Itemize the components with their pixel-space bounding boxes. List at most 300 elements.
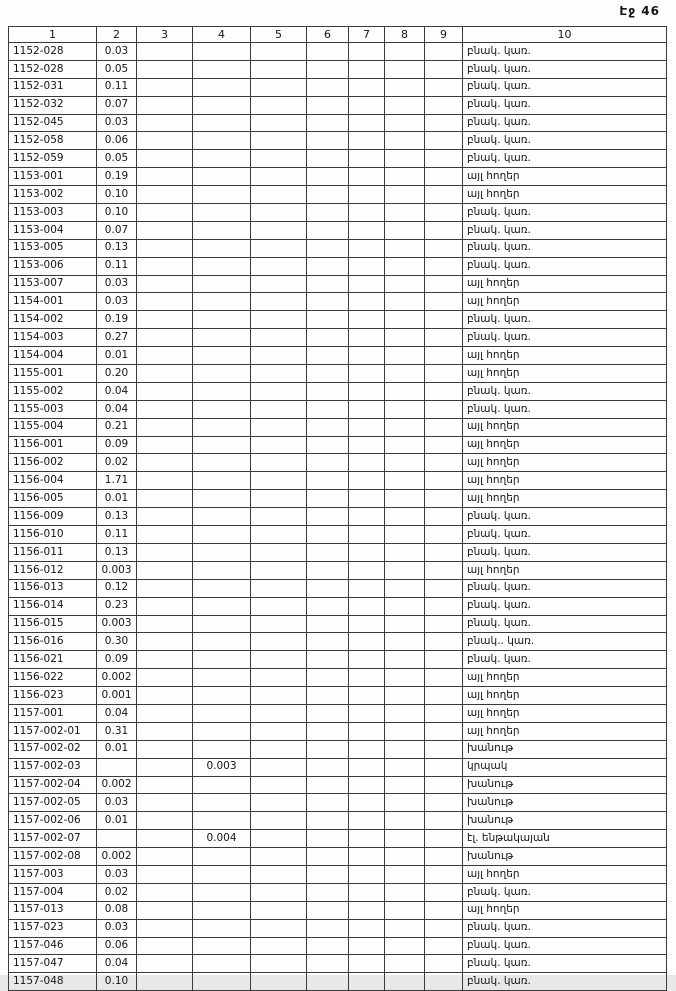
table-row — [9, 293, 667, 311]
header-row — [9, 27, 667, 43]
table-cell — [425, 722, 463, 740]
table-cell: 0.03 — [97, 43, 137, 61]
table-cell — [307, 365, 349, 383]
table-cell — [137, 561, 193, 579]
table-cell — [251, 543, 307, 561]
table-cell: այլ հողեր — [463, 669, 667, 687]
table-cell — [193, 239, 251, 257]
table-cell: խանութ — [463, 812, 667, 830]
table-cell — [251, 168, 307, 186]
table-cell — [193, 472, 251, 490]
table-cell — [385, 919, 425, 937]
table-cell — [425, 293, 463, 311]
table-cell — [349, 365, 385, 383]
table-cell — [137, 60, 193, 78]
table-cell: բնակ. կառ. — [463, 239, 667, 257]
table-row — [9, 490, 667, 508]
table-cell — [137, 43, 193, 61]
table-cell: բնակ. կառ. — [463, 955, 667, 973]
table-cell — [385, 400, 425, 418]
table-cell — [385, 651, 425, 669]
table-cell: 1156-012 — [9, 561, 97, 579]
table-cell — [385, 848, 425, 866]
table-cell — [425, 168, 463, 186]
table-cell: 0.04 — [97, 704, 137, 722]
table-cell — [349, 114, 385, 132]
table-cell — [193, 365, 251, 383]
table-cell — [307, 579, 349, 597]
table-cell — [193, 329, 251, 347]
table-cell — [425, 776, 463, 794]
table-cell — [307, 812, 349, 830]
table-cell — [137, 543, 193, 561]
table-cell — [307, 633, 349, 651]
table-cell — [251, 669, 307, 687]
table-cell: 0.001 — [97, 687, 137, 705]
table-cell — [137, 454, 193, 472]
table-cell — [251, 740, 307, 758]
table-row — [9, 311, 667, 329]
table-cell: խանութ — [463, 794, 667, 812]
table-cell — [193, 132, 251, 150]
table-cell — [251, 454, 307, 472]
table-cell — [137, 436, 193, 454]
table-cell — [385, 955, 425, 973]
table-cell — [307, 472, 349, 490]
table-cell — [137, 204, 193, 222]
table-cell: 0.06 — [97, 132, 137, 150]
table-row — [9, 132, 667, 150]
table-cell — [137, 472, 193, 490]
table-cell: այլ հողեր — [463, 490, 667, 508]
table-cell — [349, 382, 385, 400]
column-header: 9 — [425, 27, 463, 43]
table-cell: 0.19 — [97, 311, 137, 329]
table-cell — [307, 150, 349, 168]
table-cell: 0.30 — [97, 633, 137, 651]
table-cell: 1157-002-06 — [9, 812, 97, 830]
table-cell — [137, 794, 193, 812]
table-cell — [349, 830, 385, 848]
table-row — [9, 919, 667, 937]
table-cell — [137, 776, 193, 794]
table-cell — [251, 436, 307, 454]
table-cell — [137, 329, 193, 347]
table-cell — [425, 382, 463, 400]
table-cell — [385, 526, 425, 544]
table-cell: 1157-002-02 — [9, 740, 97, 758]
table-cell: 0.03 — [97, 865, 137, 883]
table-cell — [137, 239, 193, 257]
table-cell: այլ հողեր — [463, 722, 667, 740]
records-table — [8, 26, 667, 991]
column-header: 1 — [9, 27, 97, 43]
table-cell — [307, 436, 349, 454]
table-cell — [425, 669, 463, 687]
table-cell — [251, 508, 307, 526]
table-cell — [425, 937, 463, 955]
table-cell — [349, 883, 385, 901]
table-cell — [251, 186, 307, 204]
table-cell: 1156-023 — [9, 687, 97, 705]
table-row — [9, 722, 667, 740]
table-cell: այլ հողեր — [463, 365, 667, 383]
table-cell: 1153-006 — [9, 257, 97, 275]
table-cell — [385, 865, 425, 883]
table-cell — [307, 60, 349, 78]
table-cell — [193, 543, 251, 561]
table-cell: 0.01 — [97, 812, 137, 830]
table-cell — [425, 132, 463, 150]
table-cell — [251, 758, 307, 776]
table-row — [9, 365, 667, 383]
table-cell — [137, 275, 193, 293]
table-cell — [251, 365, 307, 383]
table-cell: 0.11 — [97, 526, 137, 544]
table-cell — [193, 60, 251, 78]
table-row — [9, 472, 667, 490]
table-cell — [251, 347, 307, 365]
table-cell: 0.07 — [97, 221, 137, 239]
table-cell — [385, 293, 425, 311]
table-cell: բնակ. կառ. — [463, 508, 667, 526]
table-cell — [193, 257, 251, 275]
table-cell: բնակ. կառ. — [463, 543, 667, 561]
table-cell: 0.03 — [97, 794, 137, 812]
table-cell — [307, 794, 349, 812]
table-cell — [385, 508, 425, 526]
table-cell: 1156-013 — [9, 579, 97, 597]
table-row — [9, 955, 667, 973]
table-cell — [349, 722, 385, 740]
table-cell: 1153-003 — [9, 204, 97, 222]
table-cell — [193, 704, 251, 722]
table-cell — [193, 204, 251, 222]
table-row — [9, 347, 667, 365]
table-cell — [137, 186, 193, 204]
table-cell — [385, 937, 425, 955]
column-header: 10 — [463, 27, 667, 43]
table-cell — [385, 758, 425, 776]
table-cell — [349, 633, 385, 651]
table-cell — [137, 382, 193, 400]
table-cell: 0.11 — [97, 78, 137, 96]
table-cell — [307, 347, 349, 365]
table-row — [9, 937, 667, 955]
table-cell — [425, 848, 463, 866]
table-cell: 1155-003 — [9, 400, 97, 418]
table-cell: 1156-001 — [9, 436, 97, 454]
table-cell — [425, 758, 463, 776]
table-cell — [307, 758, 349, 776]
table-cell — [97, 758, 137, 776]
table-row — [9, 776, 667, 794]
table-cell: 1156-010 — [9, 526, 97, 544]
table-cell — [137, 687, 193, 705]
table-cell: 0.03 — [97, 275, 137, 293]
table-cell — [425, 186, 463, 204]
table-cell: բնակ. կառ. — [463, 221, 667, 239]
table-cell — [307, 239, 349, 257]
table-cell: 1152-031 — [9, 78, 97, 96]
table-cell — [193, 865, 251, 883]
table-cell — [251, 776, 307, 794]
table-row — [9, 186, 667, 204]
table-cell — [251, 633, 307, 651]
table-cell: այլ հողեր — [463, 472, 667, 490]
table-cell — [425, 973, 463, 991]
table-cell — [137, 579, 193, 597]
table-row — [9, 526, 667, 544]
table-cell — [349, 436, 385, 454]
table-cell — [425, 526, 463, 544]
table-cell — [137, 722, 193, 740]
table-cell: բնակ. կառ. — [463, 382, 667, 400]
table-cell — [251, 257, 307, 275]
table-cell: բնակ. կառ. — [463, 204, 667, 222]
table-cell — [137, 418, 193, 436]
table-cell: բնակ. կառ. — [463, 78, 667, 96]
table-cell — [251, 204, 307, 222]
table-cell — [349, 60, 385, 78]
table-cell — [349, 848, 385, 866]
table-cell: 1156-002 — [9, 454, 97, 472]
table-cell: 0.13 — [97, 543, 137, 561]
table-cell — [349, 794, 385, 812]
table-cell — [307, 257, 349, 275]
table-cell — [425, 740, 463, 758]
table-cell — [385, 275, 425, 293]
table-cell: 1157-002-03 — [9, 758, 97, 776]
table-cell — [307, 830, 349, 848]
table-cell: կրպակ — [463, 758, 667, 776]
table-cell: 0.27 — [97, 329, 137, 347]
table-cell — [307, 186, 349, 204]
table-cell: խանութ — [463, 848, 667, 866]
table-cell — [137, 758, 193, 776]
table-cell: 0.04 — [97, 400, 137, 418]
table-cell: 0.003 — [97, 561, 137, 579]
table-cell — [193, 293, 251, 311]
table-cell — [385, 722, 425, 740]
table-cell — [349, 543, 385, 561]
table-cell — [349, 168, 385, 186]
table-cell — [137, 221, 193, 239]
table-cell: 0.10 — [97, 186, 137, 204]
table-cell — [425, 901, 463, 919]
table-cell: 0.13 — [97, 239, 137, 257]
table-cell — [137, 955, 193, 973]
table-cell — [193, 347, 251, 365]
table-cell — [307, 615, 349, 633]
table-cell — [137, 919, 193, 937]
table-row — [9, 543, 667, 561]
table-cell — [137, 812, 193, 830]
table-cell: 1157-002-08 — [9, 848, 97, 866]
table-cell — [425, 579, 463, 597]
column-header: 3 — [137, 27, 193, 43]
table-cell — [251, 937, 307, 955]
table-cell — [137, 114, 193, 132]
table-cell: 0.12 — [97, 579, 137, 597]
table-cell — [307, 597, 349, 615]
table-cell — [349, 78, 385, 96]
table-row — [9, 901, 667, 919]
table-cell — [193, 633, 251, 651]
table-cell — [307, 221, 349, 239]
table-cell — [425, 543, 463, 561]
table-cell — [349, 329, 385, 347]
table-cell: 1153-002 — [9, 186, 97, 204]
table-cell: 1157-002-07 — [9, 830, 97, 848]
table-cell — [307, 883, 349, 901]
table-cell — [425, 955, 463, 973]
table-cell — [193, 776, 251, 794]
table-cell — [251, 150, 307, 168]
table-cell — [137, 740, 193, 758]
table-cell — [251, 490, 307, 508]
table-cell: 0.09 — [97, 651, 137, 669]
table-cell — [251, 651, 307, 669]
table-cell — [137, 96, 193, 114]
table-cell — [251, 597, 307, 615]
table-cell — [307, 400, 349, 418]
table-cell — [349, 812, 385, 830]
table-cell: բնակ. կառ. — [463, 311, 667, 329]
table-cell: 0.19 — [97, 168, 137, 186]
column-header: 5 — [251, 27, 307, 43]
table-cell: բնակ. կառ. — [463, 43, 667, 61]
table-cell: էլ. ենթակայան — [463, 830, 667, 848]
table-cell: այլ հողեր — [463, 293, 667, 311]
table-cell — [251, 830, 307, 848]
table-cell: 1156-004 — [9, 472, 97, 490]
table-cell — [251, 78, 307, 96]
table-cell — [349, 615, 385, 633]
table-cell — [385, 114, 425, 132]
table-row — [9, 418, 667, 436]
table-cell — [425, 43, 463, 61]
table-cell — [251, 239, 307, 257]
table-cell — [425, 919, 463, 937]
table-cell — [349, 919, 385, 937]
table-cell: 0.01 — [97, 347, 137, 365]
table-cell — [385, 454, 425, 472]
table-cell — [349, 347, 385, 365]
table-row — [9, 43, 667, 61]
table-cell — [251, 418, 307, 436]
table-row — [9, 615, 667, 633]
table-cell: այլ հողեր — [463, 168, 667, 186]
table-cell — [251, 329, 307, 347]
table-cell: 1157-003 — [9, 865, 97, 883]
table-cell — [385, 901, 425, 919]
table-cell — [425, 60, 463, 78]
table-cell — [307, 722, 349, 740]
table-cell: բնակ. կառ. — [463, 96, 667, 114]
table-cell — [193, 955, 251, 973]
table-cell — [349, 418, 385, 436]
records-table-header — [9, 27, 667, 43]
table-cell: բնակ. կառ. — [463, 597, 667, 615]
table-cell — [137, 597, 193, 615]
column-header: 4 — [193, 27, 251, 43]
table-cell — [349, 204, 385, 222]
table-cell: բնակ.. կառ. — [463, 633, 667, 651]
table-cell — [307, 275, 349, 293]
table-cell — [251, 275, 307, 293]
table-cell — [193, 490, 251, 508]
table-cell — [307, 454, 349, 472]
table-cell — [137, 848, 193, 866]
table-cell — [193, 526, 251, 544]
table-cell — [385, 597, 425, 615]
table-cell — [425, 239, 463, 257]
table-cell — [425, 830, 463, 848]
table-cell: 0.03 — [97, 919, 137, 937]
table-cell — [425, 597, 463, 615]
table-cell — [251, 96, 307, 114]
table-cell: այլ հողեր — [463, 901, 667, 919]
table-cell — [251, 526, 307, 544]
table-cell: 1156-022 — [9, 669, 97, 687]
table-cell — [349, 150, 385, 168]
table-cell: այլ հողեր — [463, 275, 667, 293]
table-cell — [425, 275, 463, 293]
table-cell — [251, 579, 307, 597]
table-cell — [251, 812, 307, 830]
table-row — [9, 221, 667, 239]
table-cell: 0.04 — [97, 382, 137, 400]
table-cell — [307, 168, 349, 186]
table-cell — [385, 150, 425, 168]
table-row — [9, 973, 667, 991]
table-cell — [251, 311, 307, 329]
table-cell — [307, 669, 349, 687]
table-cell: 1153-005 — [9, 239, 97, 257]
table-cell: 1156-016 — [9, 633, 97, 651]
table-cell — [385, 257, 425, 275]
table-cell — [425, 883, 463, 901]
table-row — [9, 687, 667, 705]
table-cell — [307, 973, 349, 991]
table-cell — [193, 669, 251, 687]
table-cell: 0.04 — [97, 955, 137, 973]
table-cell — [193, 418, 251, 436]
table-cell — [307, 776, 349, 794]
table-cell — [137, 883, 193, 901]
table-cell — [385, 794, 425, 812]
table-cell — [349, 508, 385, 526]
table-cell: 1154-004 — [9, 347, 97, 365]
table-cell: 0.10 — [97, 973, 137, 991]
table-row — [9, 204, 667, 222]
table-cell — [307, 329, 349, 347]
table-cell — [193, 579, 251, 597]
table-row — [9, 758, 667, 776]
table-cell — [385, 168, 425, 186]
table-cell — [307, 955, 349, 973]
table-cell: 0.21 — [97, 418, 137, 436]
table-row — [9, 239, 667, 257]
table-cell: 1157-002-04 — [9, 776, 97, 794]
table-cell — [251, 919, 307, 937]
table-cell — [193, 973, 251, 991]
table-cell — [193, 597, 251, 615]
table-cell — [137, 704, 193, 722]
table-cell: բնակ. կառ. — [463, 114, 667, 132]
table-cell — [385, 669, 425, 687]
